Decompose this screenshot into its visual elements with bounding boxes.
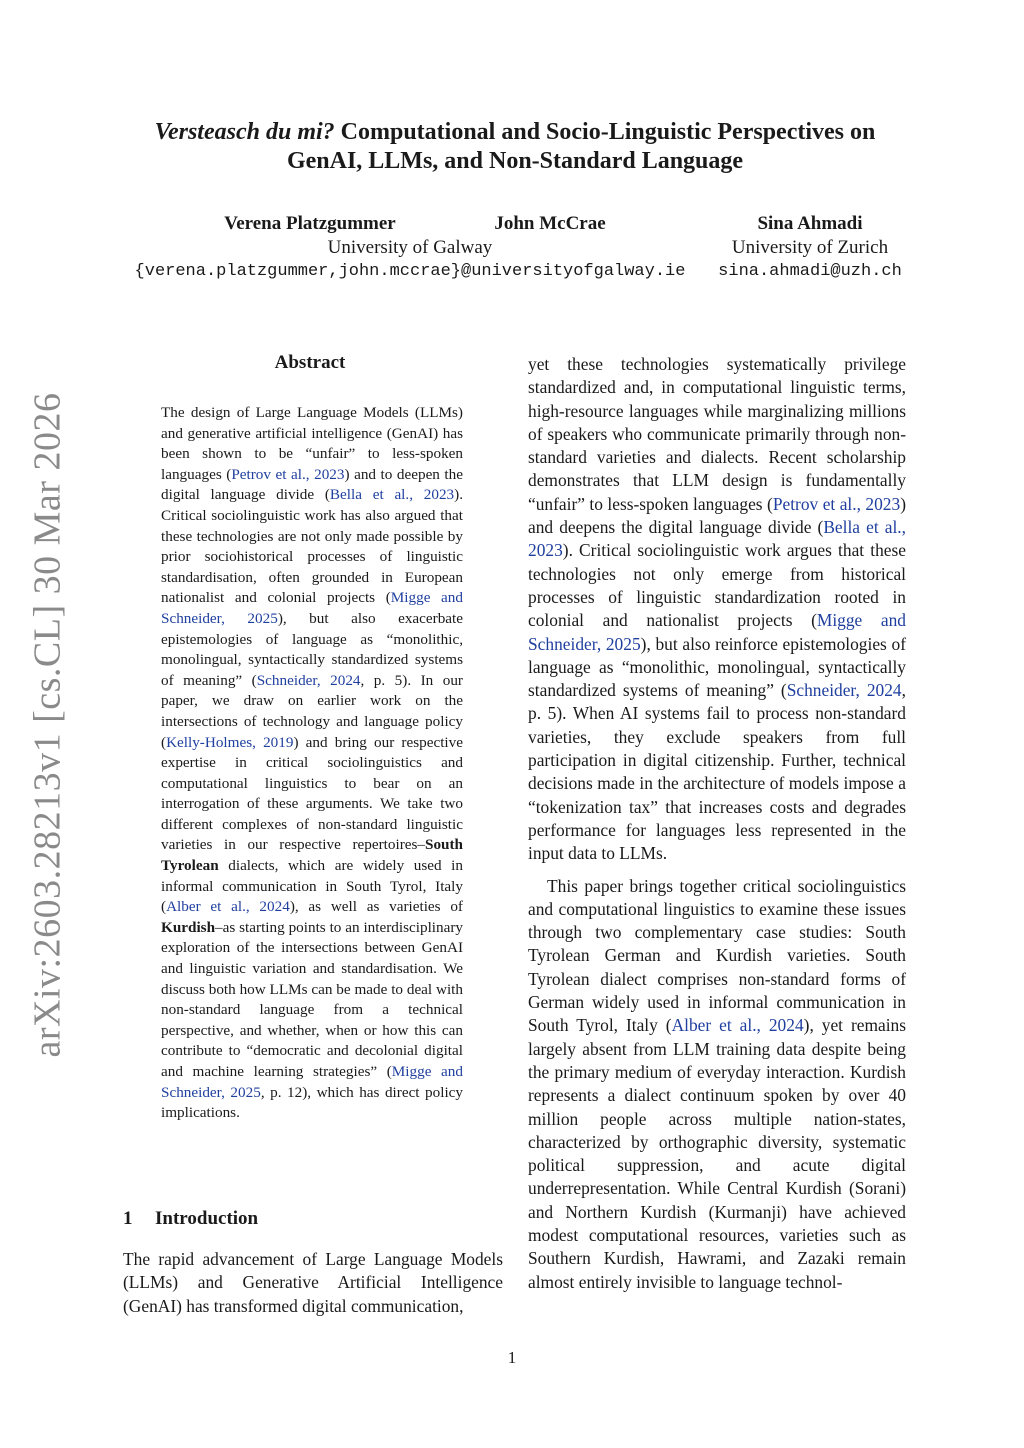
author-1 — [200, 212, 420, 236]
page-number: 1 — [507, 1348, 517, 1367]
intro-right-column — [528, 353, 906, 1294]
email-zurich: sina.ahmadi@uzh.ch — [718, 262, 902, 281]
abstract-text: –as starting points to an interdisciplinary exploration of the intersections between GenAI and linguistic variation and standardisation. We discuss both how LLMs can be made to deal with non-standard language from a technical perspective, and whether, when or how this can contribute to “democratic and decolonial digital and machine learning strategies” ( — [161, 918, 463, 1080]
body-text: yet these technologies systematically privilege standardized and, in computational linguistic terms, high-resource languages while marginalizing millions of speakers who communicate primarily through non-standard varieties and dialects. Recent scholarship demonstrates that LLM design is fundamentally “unfair” to less-spoken languages ( — [528, 354, 906, 514]
arxiv-sidebar-stamp — [22, 392, 72, 1058]
title-line1: Computational and Socio-Linguistic Perspectives on — [334, 119, 876, 145]
body-text: ) and deepens the digital language divide ( — [528, 493, 906, 538]
abstract-text: , p. 12), which has direct policy implications. — [161, 1083, 464, 1122]
bold-term: South Tyrolean — [161, 836, 463, 875]
intro-paragraph-1 — [528, 353, 906, 866]
citation-link[interactable]: Alber et al., 2024 — [671, 1015, 804, 1036]
author-name: John McCrae — [494, 213, 606, 234]
body-text: This paper brings together critical sociolinguistics and computational linguistics to examine these issues through two complementary case studies: South Tyrolean German and Kurdish varieties. South Tyrolean dialect comprises non-standard forms of German widely used in informal communication in South Tyrol, Italy ( — [528, 875, 906, 1036]
intro-paragraph: The rapid advancement of Large Language Models (LLMs) and Generative Artificial Intelligence (GenAI) has transformed digital communication, — [123, 1249, 503, 1316]
affiliation-galway — [130, 236, 690, 284]
citation-link[interactable]: Alber et al., 2024 — [166, 898, 290, 916]
abstract-text: ) and to deepen the digital language divide ( — [161, 465, 463, 504]
section-number: 1 — [123, 1208, 133, 1229]
abstract-text: ), as well as varieties of — [289, 898, 463, 916]
citation-link[interactable]: Bella et al., 2023 — [329, 486, 455, 504]
section-title: Introduction — [155, 1208, 259, 1229]
body-text: ), but also reinforce epistemologies of language as “monolithic, monolingual, syntactically standardized systems of meaning” ( — [528, 633, 906, 701]
citation-link[interactable]: Schneider, 2024 — [256, 671, 361, 689]
body-text: ). Critical sociolinguistic work argues that these technologies not only emerge from historical processes of linguistic standardization rooted in colonial and nationalist projects ( — [528, 540, 906, 631]
author-name: Sina Ahmadi — [757, 213, 863, 234]
citation-link[interactable]: Migge and Schneider, 2025 — [161, 589, 463, 627]
section-heading — [123, 1208, 258, 1230]
arxiv-id-text: arXiv:2603.28213v1 [cs.CL] 30 Mar 2026 — [26, 392, 69, 1058]
author-name: Verena Platzgummer — [224, 213, 396, 234]
citation-link[interactable]: Petrov et al., 2023 — [231, 465, 345, 483]
citation-link[interactable]: Petrov et al., 2023 — [772, 493, 901, 514]
affiliation-text: University of Galway — [327, 237, 493, 258]
abstract-body — [161, 403, 463, 1124]
abstract-text: ) and bring our respective expertise in critical sociolinguistics and computational linguistics to bear on an interrogation of these arguments. We take two different complexes of non-standard linguistic varieties in our respective repertoires– — [161, 733, 463, 854]
abstract-text: ). Critical sociolinguistic work has also argued that these technologies are not only made possible by prior sociohistorical processes of linguistic standardisation, often grounded in European nationalist and colonial projects ( — [161, 486, 463, 607]
body-text: , p. 5). When AI systems fail to process non-standard varieties, they exclude speakers from full participation in digital citizenship. Further, technical decisions made in the architecture of models impose a “tokenization tax” that increases costs and degrades performance for languages less represented in the input data to LLMs. — [528, 680, 906, 864]
citation-link[interactable]: Schneider, 2024 — [786, 680, 902, 701]
author-2 — [455, 212, 645, 236]
abstract-text: The design of Large Language Models (LLMs) and generative artificial intelligence (GenAI) has been shown to be “unfair” to less-spoken languages ( — [161, 404, 463, 483]
title-line2: GenAI, LLMs, and Non-Standard Language — [286, 148, 744, 174]
body-text: ), yet remains largely absent from LLM training data despite being the primary medium of everyday interaction. Kurdish represents a dialect continuum spoken by over 40 million people across multiple nation-states, characterized by orthographic diversity, systematic political suppression, and acute digital underrepresentation. While Central Kurdish (Sorani) and Northern Kurdish (Kurmanji) have achieved modest computational resources, varieties such as Southern Kurdish, Hawrami, and Zazaki remain almost entirely invisible to language technol- — [528, 1015, 907, 1292]
abstract-heading: Abstract — [274, 352, 346, 373]
intro-paragraph-2 — [528, 875, 906, 1294]
abstract-text: ), but also exacerbate epistemologies of language as “monolithic, monolingual, syntactically standardized systems of meaning” ( — [161, 609, 463, 689]
title-italic: Versteasch du mi? — [154, 119, 335, 145]
author-3 — [710, 212, 910, 284]
citation-link[interactable]: Migge and Schneider, 2025 — [161, 1063, 463, 1101]
abstract-text: dialects, which are widely used in informal communication in South Tyrol, Italy ( — [161, 857, 463, 916]
citation-link[interactable]: Bella et al., 2023 — [528, 517, 906, 561]
paper-title — [100, 118, 930, 176]
intro-left-column — [123, 1248, 503, 1318]
bold-term: Kurdish — [161, 918, 216, 936]
abstract-text: , p. 5). In our paper, we draw on earlier work on the intersections of technology and language policy ( — [161, 671, 463, 751]
citation-link[interactable]: Migge and Schneider, 2025 — [528, 610, 906, 654]
email-galway: {verena.platzgummer,john.mccrae}@universityofgalway.ie — [134, 262, 686, 281]
affiliation-text: University of Zurich — [731, 237, 889, 258]
citation-link[interactable]: Kelly-Holmes, 2019 — [166, 733, 294, 751]
